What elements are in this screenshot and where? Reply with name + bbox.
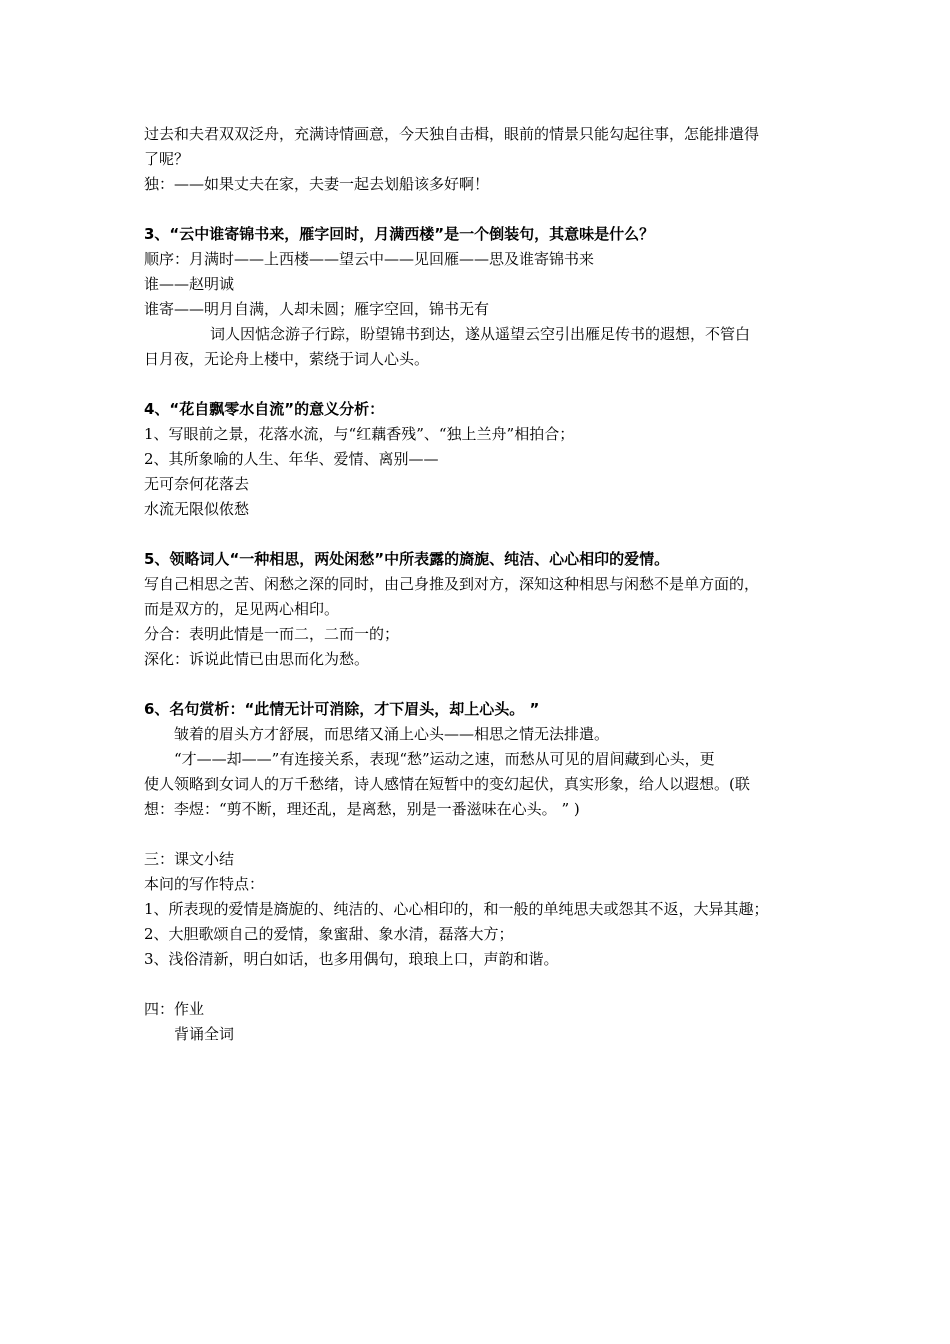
intro-line-3: 独：——如果丈夫在家，夫妻一起去划船该多好啊！ [144, 175, 490, 193]
section-4-line-4: 水流无限似侬愁 [144, 500, 250, 518]
section-4-line-3: 无可奈何花落去 [144, 475, 250, 493]
section-5-line-4: 深化：诉说此情已由思而化为愁。 [144, 650, 370, 668]
section-5-line-2: 而是双方的，足见两心相印。 [144, 600, 340, 618]
summary-line-3: 3、浅俗清新，明白如话，也多用偶句，琅琅上口，声韵和谐。 [144, 950, 559, 968]
intro-line-1: 过去和夫君双双泛舟，充满诗情画意，今天独自击楫，眼前的情景只能勾起往事，怎能排遣得 [144, 125, 760, 143]
spacer [144, 522, 812, 547]
homework-item: 背诵全词 [174, 1025, 235, 1043]
spacer [144, 972, 812, 997]
section-3-line-3: 谁寄——明月自满，人却未圆；雁字空回，锦书无有 [144, 300, 490, 318]
section-3-paragraph-line-2: 日月夜，无论舟上楼中，萦绕于词人心头。 [144, 350, 430, 368]
section-6-line-4: 想：李煜：“剪不断，理还乱，是离愁，别是一番滋味在心头。 ” ) [144, 800, 580, 818]
spacer [144, 372, 812, 397]
spacer [144, 672, 812, 697]
section-4-line-1: 1、写眼前之景，花落水流，与“红藕香残”、“独上兰舟”相拍合； [144, 425, 575, 443]
section-6-line-2: “才——却——”有连接关系，表现“愁”运动之速，而愁从可见的眉间藏到心头，更 [174, 750, 715, 768]
section-6-heading: 6、名句赏析：“此情无计可消除，才下眉头，却上心头。 ” [144, 700, 540, 718]
section-3-heading: 3、“云中谁寄锦书来，雁字回时，月满西楼”是一个倒装句，其意味是什么？ [144, 225, 655, 243]
section-3-line-2: 谁——赵明诚 [144, 275, 235, 293]
summary-line-2: 2、大胆歌颂自己的爱情，象蜜甜、象水清，磊落大方； [144, 925, 514, 943]
document-body [144, 122, 812, 1047]
homework-heading: 四：作业 [144, 1000, 205, 1018]
intro-line-2: 了呢？ [144, 150, 190, 168]
section-4-line-2: 2、其所象喻的人生、年华、爱情、离别—— [144, 450, 439, 468]
section-6-line-1: 皱着的眉头方才舒展，而思绪又涌上心头——相思之情无法排遣。 [174, 725, 610, 743]
summary-heading: 三：课文小结 [144, 850, 235, 868]
spacer [144, 197, 812, 222]
summary-line-1: 1、所表现的爱情是旖旎的、纯洁的、心心相印的，和一般的单纯思夫或怨其不返，大异其趣； [144, 900, 769, 918]
section-4-heading: 4、“花自飘零水自流”的意义分析： [144, 400, 385, 418]
section-3-paragraph-line-1: 词人因惦念游子行踪，盼望锦书到达，遂从遥望云空引出雁足传书的遐想，不管白 [210, 325, 751, 343]
section-6-line-3: 使人领略到女词人的万千愁绪，诗人感情在短暂中的变幻起伏，真实形象，给人以遐想。(联 [144, 775, 750, 793]
spacer [144, 822, 812, 847]
section-5-heading: 5、领略词人“一种相思，两处闲愁”中所表露的旖旎、纯洁、心心相印的爱情。 [144, 550, 670, 568]
summary-subheading: 本问的写作特点： [144, 875, 265, 893]
section-3-line-1: 顺序：月满时——上西楼——望云中——见回雁——思及谁寄锦书来 [144, 250, 595, 268]
section-5-line-1: 写自己相思之苦、闲愁之深的同时，由己身推及到对方，深知这种相思与闲愁不是单方面的， [144, 575, 760, 593]
section-5-line-3: 分合：表明此情是一而二，二而一的； [144, 625, 400, 643]
